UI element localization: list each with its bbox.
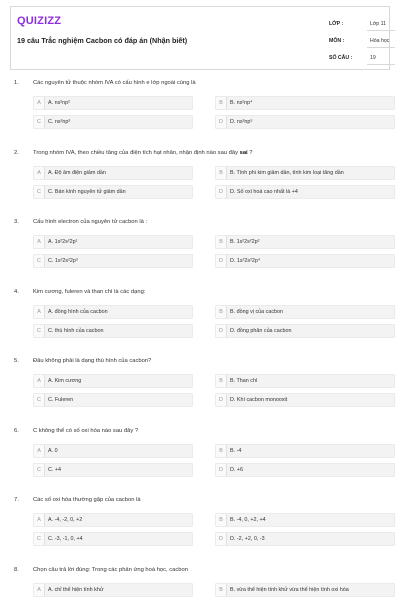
option-letter: B [216,97,227,109]
question-number: 4. [14,289,19,295]
option-letter: C [34,186,45,198]
option-text: D. Số oxi hoá cao nhất là +4 [230,189,298,195]
option-letter: A [34,167,45,179]
question-number: 1. [14,80,19,86]
question-number: 6. [14,428,19,434]
option-letter: A [34,445,45,457]
meta-info [329,7,389,69]
meta-count-value: 19 [370,55,376,61]
answer-option-a[interactable] [33,166,193,180]
answer-option-d[interactable] [215,532,395,546]
option-letter: B [216,306,227,318]
option-text: A. đồng hình của cacbon [48,309,108,315]
option-text: C. +4 [48,467,62,473]
answer-option-d[interactable] [215,393,395,407]
option-text: A. Độ âm điện giảm dần [48,170,106,176]
answer-option-a[interactable] [33,583,193,597]
question-1 [0,80,400,148]
option-text: C. Bán kính nguyên tử giảm dần [48,189,126,195]
option-text: C. ns²np³ [48,119,71,125]
answer-option-a[interactable] [33,305,193,319]
answer-option-a[interactable] [33,513,193,527]
question-number: 8. [14,567,19,573]
meta-class [329,13,399,31]
option-text: A. chỉ thể hiện tính khử [48,587,104,593]
option-letter: D [216,325,227,337]
option-text: A. 1s²2s²2p¹ [48,239,78,245]
question-emphasis: sai [239,150,248,156]
option-text: D. -2, +2, 0, -3 [230,536,265,542]
option-letter: B [216,584,227,596]
answer-option-b[interactable] [215,235,395,249]
answer-option-d[interactable] [215,463,395,477]
option-text: D. +6 [230,467,244,473]
answer-option-c[interactable] [33,324,193,338]
option-letter: B [216,375,227,387]
divider [367,64,395,65]
option-letter: C [34,325,45,337]
option-letter: A [34,375,45,387]
option-letter: C [34,533,45,545]
option-text: D. đồng phân của cacbon [230,328,292,334]
option-letter: D [216,186,227,198]
option-letter: A [34,584,45,596]
answer-option-c[interactable] [33,393,193,407]
option-text: B. đồng vị của cacbon [230,309,284,315]
option-letter: B [216,236,227,248]
answer-option-c[interactable] [33,185,193,199]
question-5 [0,358,400,426]
question-number: 2. [14,150,19,156]
question-number: 7. [14,497,19,503]
meta-class-label: LỚP : [329,21,344,27]
option-text: C. thù hình của cacbon [48,328,104,334]
question-text: Cấu hình electron của nguyên tử cacbon là : [33,219,148,225]
question-text: Các số oxi hóa thường gặp của cacbon là [33,497,141,503]
question-3 [0,219,400,287]
answer-option-d[interactable] [215,324,395,338]
answer-option-d[interactable] [215,254,395,268]
meta-subject-value: Hóa học [370,38,390,44]
option-text: B. -4, 0, +2, +4 [230,517,266,523]
answer-option-c[interactable] [33,115,193,129]
answer-option-a[interactable] [33,235,193,249]
option-text: D. 1s²2s²2p⁴ [230,258,261,264]
option-letter: D [216,533,227,545]
option-text: C. 1s²2s²2p³ [48,258,78,264]
question-text: Kim cương, fuleren và than chì là các dạng: [33,289,146,295]
option-letter: A [34,97,45,109]
page-title: 19 câu Trắc nghiệm Cacbon có đáp án (Nhận biết) [17,36,188,45]
option-text: B. ns²np⁴ [230,100,253,106]
answer-option-b[interactable] [215,583,395,597]
meta-count [329,47,399,65]
option-letter: D [216,394,227,406]
answer-option-c[interactable] [33,532,193,546]
question-text: Đâu không phải là dạng thù hình của cacbon? [33,358,152,364]
question-number: 3. [14,219,19,225]
option-text: B. Than chì [230,378,258,384]
option-text: A. ns²np² [48,100,70,106]
question-text: C không thể có số oxi hóa nào sau đây ? [33,428,139,434]
meta-subject-label: MÔN : [329,38,345,44]
question-6 [0,428,400,496]
option-text: D. Khí cacbon monooxit [230,397,288,403]
meta-subject [329,30,399,48]
question-text: Trong nhóm IVA, theo chiều tăng của điện tích hạt nhân, nhận định nào sau đây sai ? [33,150,253,156]
option-letter: C [34,464,45,476]
question-text: Chọn câu trả lời đúng: Trong các phản ứng hoá học, cacbon [33,567,188,573]
answer-option-b[interactable] [215,305,395,319]
option-letter: A [34,236,45,248]
option-text: B. -4 [230,448,242,454]
option-letter: C [34,255,45,267]
option-text: B. vừa thể hiện tính khử vừa thể hiện tính oxi hóa [230,587,349,593]
option-text: C. Fuleren [48,397,74,403]
option-text: B. Tính phi kim giảm dần, tính kim loại tăng dần [230,170,344,176]
answer-option-c[interactable] [33,463,193,477]
answer-option-a[interactable] [33,96,193,110]
option-letter: B [216,445,227,457]
option-letter: B [216,514,227,526]
answer-option-c[interactable] [33,254,193,268]
option-letter: C [34,394,45,406]
option-letter: D [216,116,227,128]
question-4 [0,289,400,357]
answer-option-b[interactable] [215,374,395,388]
meta-class-value: Lớp 11 [370,21,386,27]
quizizz-logo: QUIZIZZ [17,15,62,27]
answer-option-a[interactable] [33,444,193,458]
answer-option-b[interactable] [215,96,395,110]
answer-option-a[interactable] [33,374,193,388]
answer-option-d[interactable] [215,185,395,199]
option-text: D. ns²np⁵ [230,119,253,125]
worksheet-header [10,6,390,70]
question-8 [0,567,400,600]
option-letter: D [216,255,227,267]
answer-option-b[interactable] [215,513,395,527]
option-text: B. 1s²2s²2p² [230,239,260,245]
answer-option-b[interactable] [215,444,395,458]
question-text: Các nguyên tử thuộc nhóm IVA có cấu hình e lớp ngoài cùng là [33,80,196,86]
option-text: A. 0 [48,448,58,454]
meta-count-label: SỐ CÂU : [329,55,353,61]
question-number: 5. [14,358,19,364]
option-letter: D [216,464,227,476]
question-2 [0,150,400,218]
answer-option-b[interactable] [215,166,395,180]
option-text: A. -4, -2, 0, +2 [48,517,83,523]
option-letter: A [34,514,45,526]
option-letter: B [216,167,227,179]
option-text: A. Kim cương [48,378,82,384]
question-7 [0,497,400,565]
option-letter: C [34,116,45,128]
option-text: C. -3, -1, 0, +4 [48,536,83,542]
answer-option-d[interactable] [215,115,395,129]
option-letter: A [34,306,45,318]
